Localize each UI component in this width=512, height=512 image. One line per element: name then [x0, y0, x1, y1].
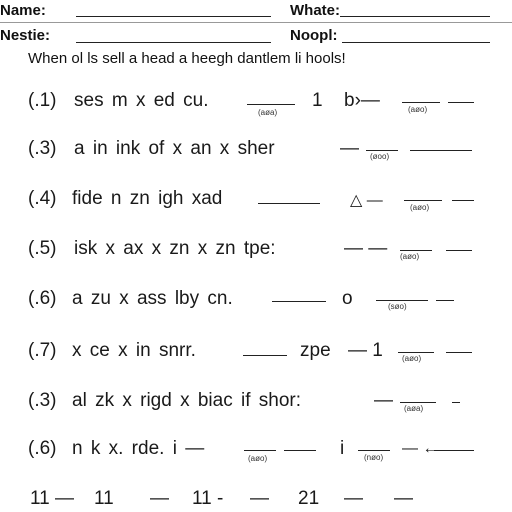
answer-blank[interactable]	[400, 250, 432, 251]
problem-number: (.7)	[28, 340, 57, 361]
bottom-fragment: 11 —	[30, 488, 75, 509]
noopl-field[interactable]	[342, 42, 490, 43]
problem-mid: —	[374, 390, 393, 411]
bottom-fragment: —	[394, 488, 413, 509]
answer-blank[interactable]	[452, 402, 460, 403]
problem-mid: 1	[312, 90, 323, 111]
problem-number: (.1)	[28, 90, 57, 111]
answer-blank[interactable]	[272, 301, 326, 302]
problem-row	[0, 238, 512, 268]
problem-expression: a in ink of x an x sher	[74, 138, 275, 159]
answer-blank[interactable]	[358, 450, 390, 451]
problem-symbol: o	[342, 288, 353, 309]
problem-number: (.3)	[28, 390, 57, 411]
whate-field[interactable]	[340, 16, 490, 17]
hint-tag: (aøo)	[248, 454, 268, 463]
problem-number: (.4)	[28, 188, 57, 209]
answer-blank[interactable]	[402, 102, 440, 103]
problem-row	[0, 390, 512, 420]
answer-blank[interactable]	[410, 150, 472, 151]
problem-symbol: — ←	[402, 440, 439, 457]
problem-expression: al zk x rigd x biac if shor:	[72, 390, 302, 411]
problem-number: (.6)	[28, 288, 57, 309]
answer-blank[interactable]	[247, 104, 295, 105]
hint-tag: (aøo)	[400, 252, 420, 261]
problem-symbol: b›—	[344, 90, 380, 111]
arrow-line	[434, 450, 474, 451]
answer-blank[interactable]	[452, 200, 474, 201]
problem-mid: —	[340, 138, 359, 159]
noopl-label: Noopl:	[290, 27, 338, 44]
problem-mid: — —	[344, 238, 388, 259]
bottom-fragment: 21	[298, 488, 320, 509]
bottom-fragment: —	[150, 488, 169, 509]
answer-blank[interactable]	[244, 450, 276, 451]
hint-tag: (aøa)	[258, 108, 278, 117]
answer-blank[interactable]	[436, 300, 454, 301]
nestie-field[interactable]	[76, 42, 271, 43]
hint-tag: (aøa)	[404, 404, 424, 413]
bottom-fragment: —	[344, 488, 363, 509]
name-field[interactable]	[76, 16, 271, 17]
problem-row	[0, 288, 512, 318]
problem-expression: isk x ax x zn x zn tpe:	[74, 238, 276, 259]
problem-row	[0, 188, 512, 218]
problem-expression: x ce x in snrr.	[72, 340, 196, 361]
answer-blank[interactable]	[446, 352, 472, 353]
answer-blank[interactable]	[404, 200, 442, 201]
problem-symbol: △ —	[350, 192, 383, 209]
answer-blank[interactable]	[448, 102, 474, 103]
problem-expression: n k x. rde. i —	[72, 438, 205, 459]
hint-tag: (søo)	[388, 302, 407, 311]
answer-blank[interactable]	[366, 150, 398, 151]
answer-blank[interactable]	[398, 352, 434, 353]
hint-tag: (aøo)	[408, 105, 428, 114]
name-label: Name:	[0, 2, 46, 19]
hint-tag: (aøo)	[410, 203, 430, 212]
problem-expression: fide n zn igh xad	[72, 188, 223, 209]
answer-blank[interactable]	[258, 203, 320, 204]
problem-row	[0, 438, 512, 468]
problem-row	[0, 340, 512, 370]
whate-label: Whate:	[290, 2, 340, 19]
bottom-fragment: 11	[94, 488, 114, 509]
instructions: When ol ls sell a head a heegh dantlem li hools!	[28, 50, 346, 67]
problem-expression: a zu x ass lby cn.	[72, 288, 233, 309]
problem-row	[0, 90, 512, 120]
nestie-label: Nestie:	[0, 27, 51, 44]
hint-tag: (øoo)	[370, 152, 390, 161]
hint-tag: (aøo)	[402, 354, 422, 363]
bottom-fragment: —	[250, 488, 269, 509]
answer-blank[interactable]	[376, 300, 428, 301]
cutoff-row	[0, 488, 512, 512]
problem-symbol: — 1	[348, 340, 383, 361]
problem-expression: ses m x ed cu.	[74, 90, 209, 111]
problem-number: (.5)	[28, 238, 57, 259]
problem-number: (.6)	[28, 438, 57, 459]
problem-row	[0, 138, 512, 168]
header-divider	[0, 22, 512, 23]
answer-blank[interactable]	[400, 402, 436, 403]
bottom-fragment: 11 -	[192, 488, 224, 509]
answer-blank[interactable]	[284, 450, 316, 451]
problem-number: (.3)	[28, 138, 57, 159]
problem-mid: zpe	[300, 340, 331, 361]
problem-mid: i	[340, 438, 345, 459]
answer-blank[interactable]	[446, 250, 472, 251]
answer-blank[interactable]	[243, 355, 287, 356]
hint-tag: (nøo)	[364, 453, 384, 462]
